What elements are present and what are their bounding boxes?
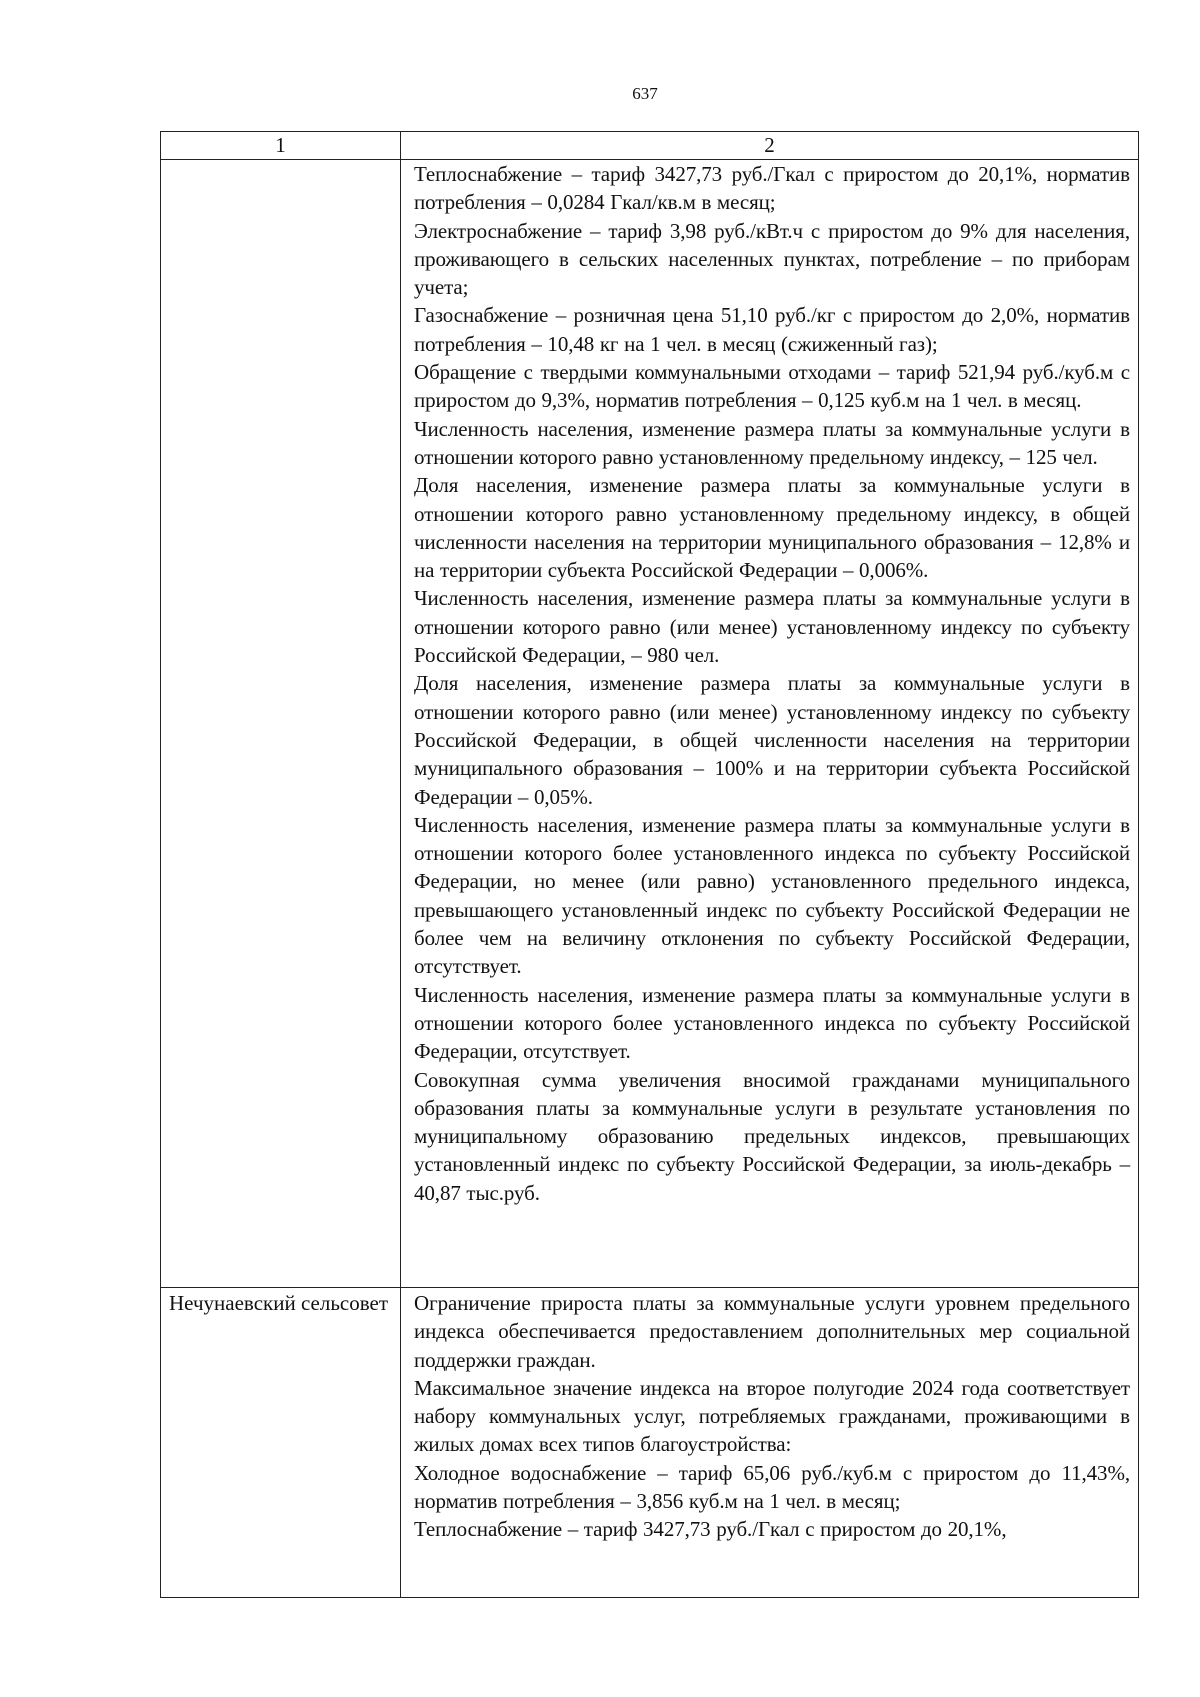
paragraph-population-deviation: Численность населения, изменение размера платы за коммунальные услуги в отношении которого более установленного индекса по субъекту Российской Федерации, но менее (или равно) установленного предельного индекса, превышающего установленный индекс по субъекту Российской Федерации не более чем на величину отклонения по субъекту Российской Федерации, отсутствует. [414, 812, 1130, 979]
row-divider [161, 1287, 1138, 1288]
paragraph-max-index: Максимальное значение индекса на второе полугодие 2024 года соответствует набору коммунальных услуг, потребляемых гражданами, проживающими в жилых домах всех типов благоустройства: [414, 1375, 1130, 1457]
paragraph-waste: Обращение с твердыми коммунальными отходами – тариф 521,94 руб./куб.м с приростом до 9,3%, норматив потребления – 0,125 куб.м на 1 чел. в месяц. [414, 360, 1130, 413]
row-content [414, 160, 1130, 1207]
paragraph-electricity: Электроснабжение – тариф 3,98 руб./кВт.ч с приростом до 9% для населения, проживающего в сельских населенных пунктах, потребление – по приборам учета; [414, 218, 1130, 300]
paragraph-total-increase: Совокупная сумма увеличения вносимой гражданами муниципального образования платы за коммунальные услуги в результате установления по муниципальному образованию предельных индексов, превышающих установленный индекс по субъекту Российской Федерации, за июль-декабрь – 40,87 тыс.руб. [414, 1067, 1130, 1205]
paragraph-population-less: Численность населения, изменение размера платы за коммунальные услуги в отношении которого равно (или менее) установленному индексу по субъекту Российской Федерации, – 980 чел. [414, 586, 1130, 668]
paragraph-share-equal: Доля населения, изменение размера платы за коммунальные услуги в отношении которого равно установленному предельному индексу, в общей численности населения на территории муниципального образования – 12,8% и на территории субъекта Российской Федерации – 0,006%. [414, 473, 1130, 583]
paragraph-heat-supply: Теплоснабжение – тариф 3427,73 руб./Гкал с приростом до 20,1%, [414, 1517, 1007, 1542]
paragraph-gas-supply: Газоснабжение – розничная цена 51,10 руб./кг с приростом до 2,0%, норматив потребления – 10,48 кг на 1 чел. в месяц (сжиженный газ); [414, 303, 1130, 356]
column-divider [400, 132, 401, 1597]
paragraph-cold-water: Холодное водоснабжение – тариф 65,06 руб./куб.м с приростом до 11,43%, норматив потребления – 3,856 куб.м на 1 чел. в месяц; [414, 1460, 1130, 1514]
column-header-2: 2 [764, 133, 775, 157]
paragraph-share-less: Доля населения, изменение размера платы за коммунальные услуги в отношении которого равно (или менее) установленному индексу по субъекту Российской Федерации, в общей численности населения на территории муниципального образования – 100% и на территории субъекта Российской Федерации – 0,05%. [414, 671, 1130, 809]
municipality-name: Нечунаевский сельсовет [169, 1291, 389, 1315]
page-number: 637 [632, 84, 658, 103]
paragraph-population-more: Численность населения, изменение размера платы за коммунальные услуги в отношении которого более установленного индекса по субъекту Российской Федерации, отсутствует. [414, 982, 1130, 1064]
column-header-1: 1 [275, 133, 286, 157]
row-content [414, 1289, 1130, 1544]
data-table [160, 131, 1139, 1598]
paragraph-limit-support: Ограничение прироста платы за коммунальные услуги уровнем предельного индекса обеспечивается предоставлением дополнительных мер социальной поддержки граждан. [414, 1291, 1130, 1372]
paragraph-population-equal: Численность населения, изменение размера платы за коммунальные услуги в отношении которого равно установленному предельному индексу, – 125 чел. [414, 416, 1130, 469]
paragraph-heat-supply: Теплоснабжение – тариф 3427,73 руб./Гкал с приростом до 20,1%, норматив потребления – 0,0284 Гкал/кв.м в месяц; [414, 162, 1130, 215]
